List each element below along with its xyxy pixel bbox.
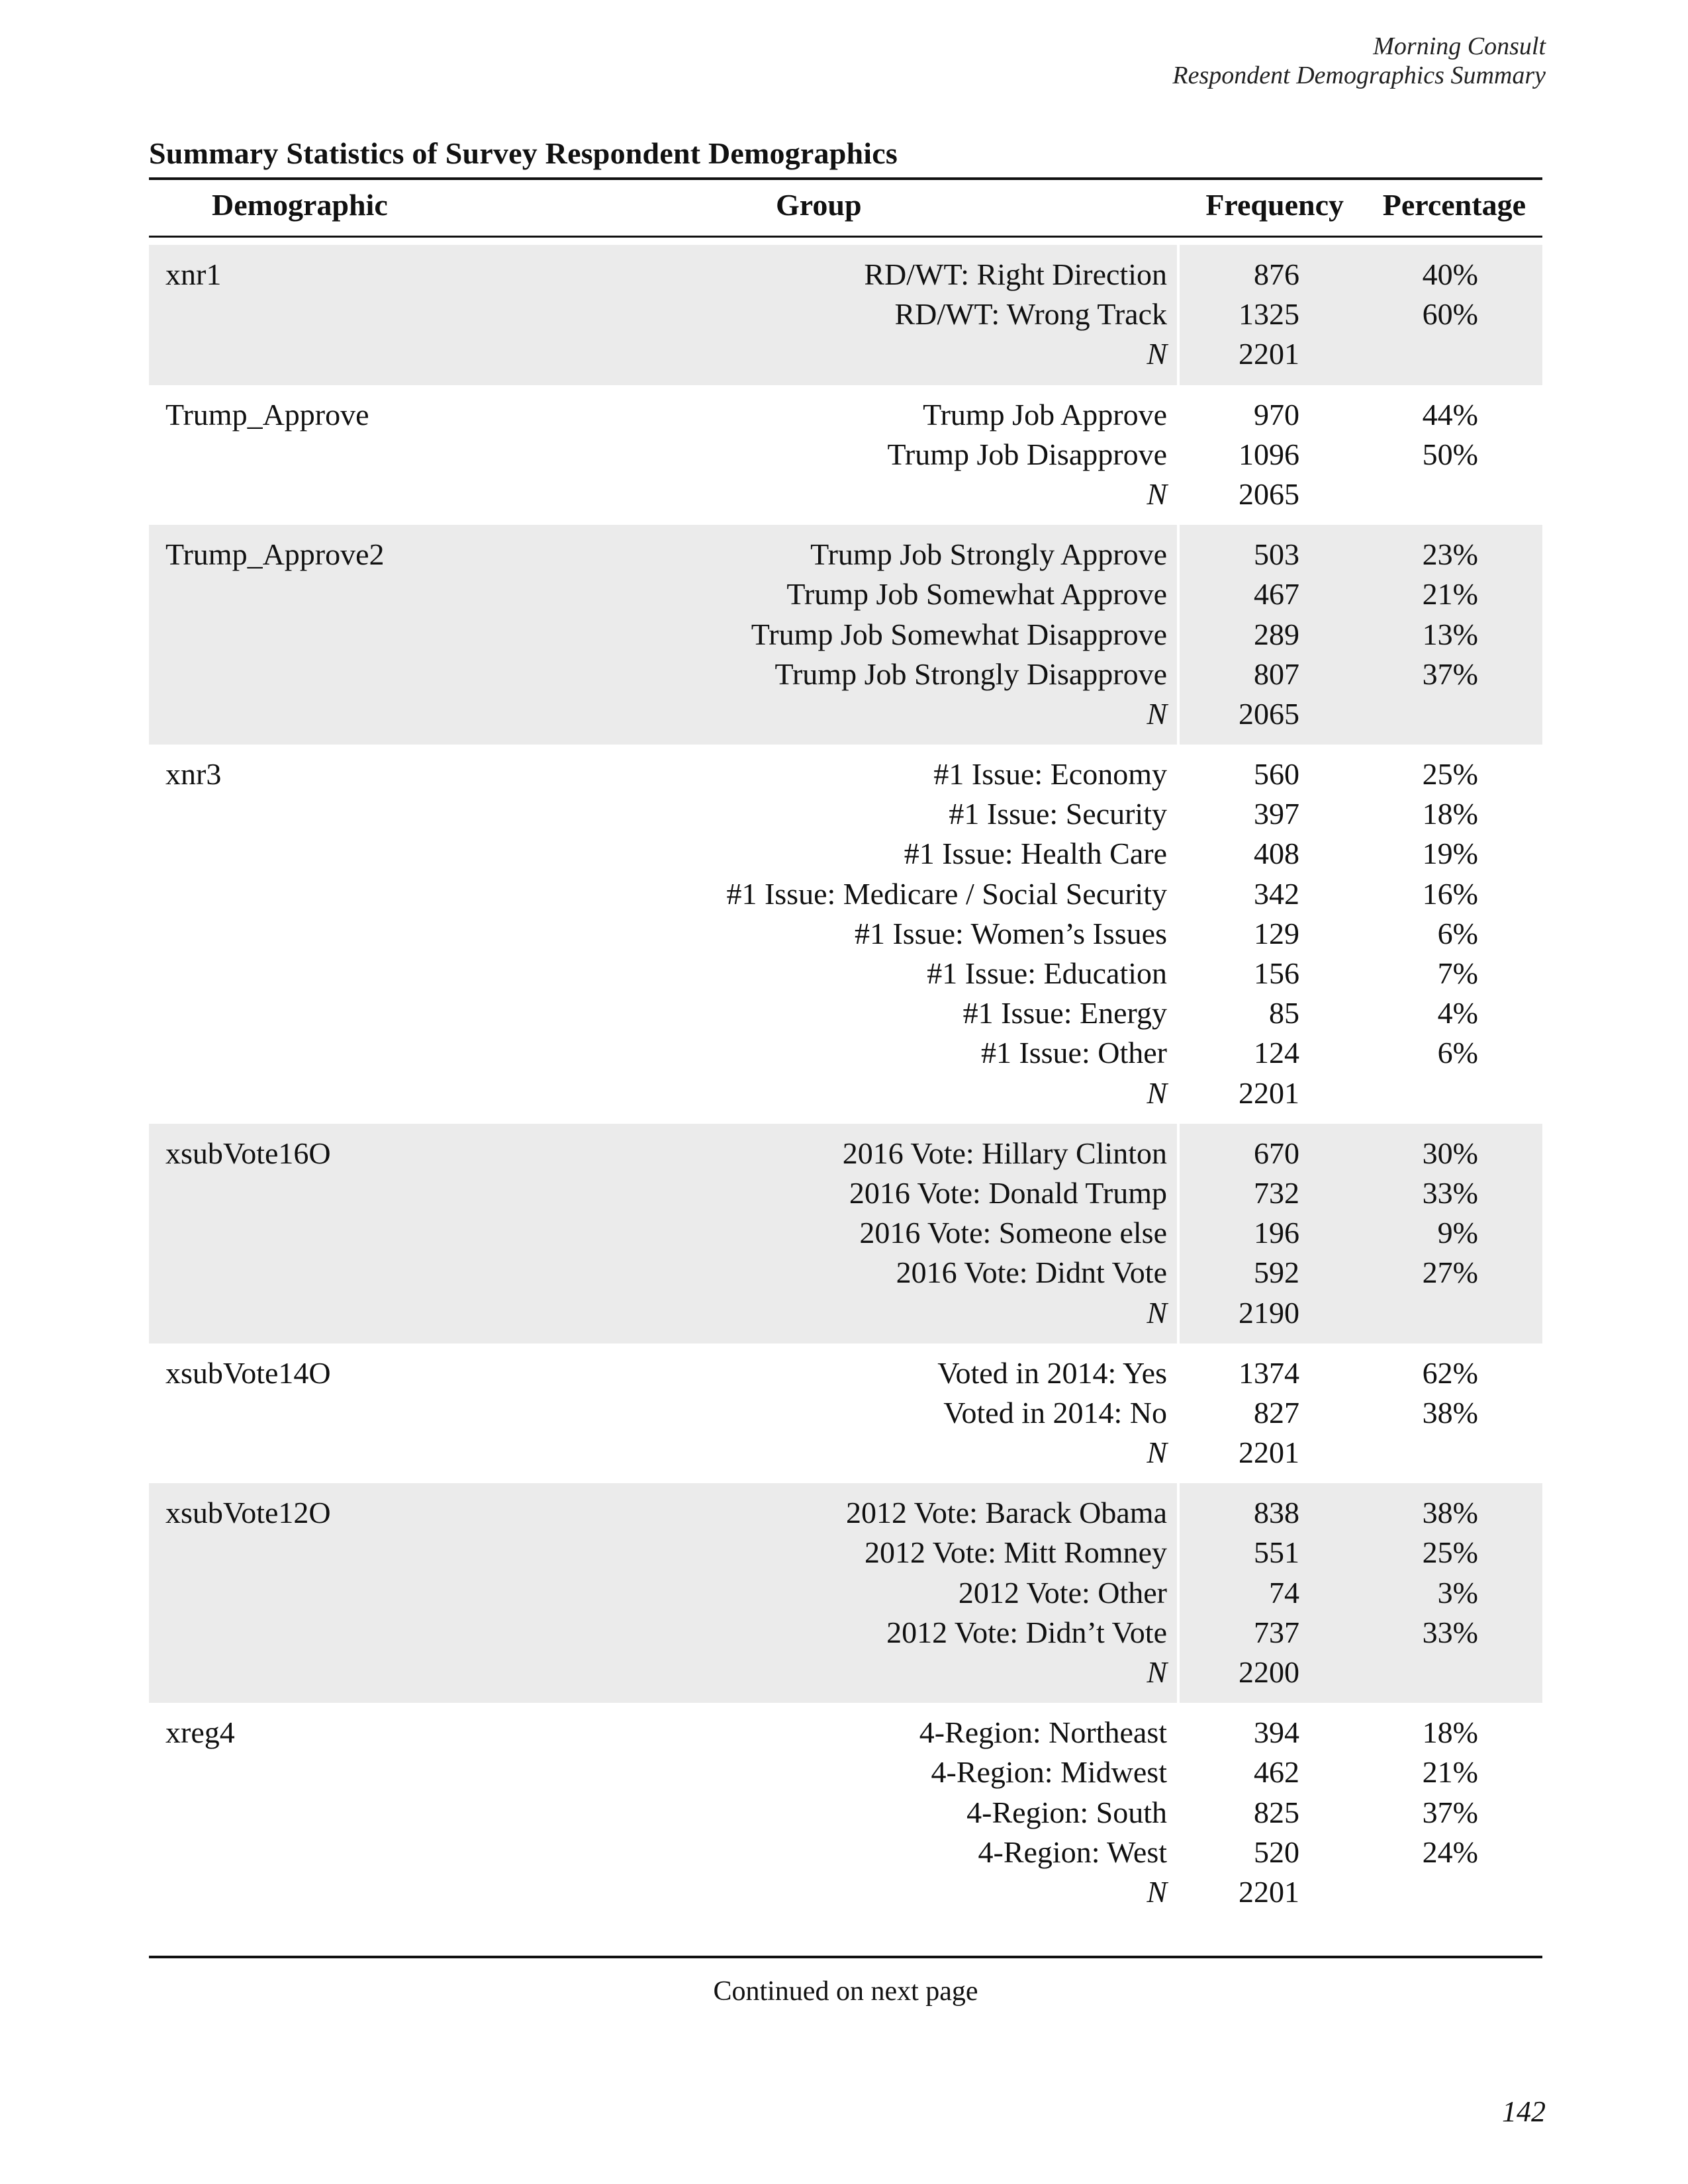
group-label: 4-Region: South xyxy=(966,1795,1167,1829)
table-row xyxy=(149,255,1542,295)
table-row xyxy=(149,1653,1542,1692)
frequency-value: 156 xyxy=(1254,956,1299,990)
demographic-label: xreg4 xyxy=(165,1715,235,1750)
table-row xyxy=(149,615,1542,655)
group-rows xyxy=(149,1343,1542,1473)
frequency-value: 1374 xyxy=(1239,1355,1299,1390)
frequency-value: 592 xyxy=(1254,1255,1299,1290)
group-rows xyxy=(149,745,1542,1113)
frequency-value: 876 xyxy=(1254,257,1299,291)
frequency-value: 2065 xyxy=(1239,696,1299,731)
table-row xyxy=(149,874,1542,914)
percentage-value: 50% xyxy=(1422,437,1478,471)
frequency-value: 2201 xyxy=(1239,1435,1299,1470)
demographic-section xyxy=(149,1483,1542,1703)
total-n-label: N xyxy=(1147,337,1167,371)
group-label: Trump Job Approve xyxy=(923,397,1167,432)
frequency-value: 408 xyxy=(1254,837,1299,871)
frequency-value: 838 xyxy=(1254,1496,1299,1530)
group-rows xyxy=(149,245,1542,375)
table-row xyxy=(149,1433,1542,1473)
table-row xyxy=(149,1213,1542,1253)
percentage-value: 23% xyxy=(1422,537,1478,572)
frequency-value: 2200 xyxy=(1239,1655,1299,1689)
total-n-label: N xyxy=(1147,1075,1167,1110)
group-label: #1 Issue: Energy xyxy=(962,996,1167,1030)
group-rows xyxy=(149,385,1542,515)
demographic-label: xnr3 xyxy=(165,757,222,792)
percentage-value: 38% xyxy=(1422,1395,1478,1430)
group-rows xyxy=(149,1703,1542,1912)
table-row xyxy=(149,1533,1542,1572)
demographic-label: xsubVote14O xyxy=(165,1355,331,1390)
percentage-value: 44% xyxy=(1422,397,1478,432)
total-n-label: N xyxy=(1147,696,1167,731)
frequency-value: 196 xyxy=(1254,1216,1299,1250)
frequency-value: 2190 xyxy=(1239,1295,1299,1330)
frequency-value: 1096 xyxy=(1239,437,1299,471)
group-label: #1 Issue: Medicare / Social Security xyxy=(726,876,1167,911)
frequency-value: 342 xyxy=(1254,876,1299,911)
percentage-value: 13% xyxy=(1422,617,1478,651)
table-row xyxy=(149,754,1542,794)
group-label: 4-Region: West xyxy=(978,1835,1167,1869)
table-row xyxy=(149,1293,1542,1333)
demographic-label: xnr1 xyxy=(165,257,222,291)
percentage-value: 18% xyxy=(1422,1715,1478,1750)
group-label: #1 Issue: Women’s Issues xyxy=(854,916,1167,950)
frequency-value: 462 xyxy=(1254,1755,1299,1790)
percentage-value: 21% xyxy=(1422,577,1478,612)
group-label: Trump Job Strongly Approve xyxy=(810,537,1167,572)
table-row xyxy=(149,1613,1542,1653)
continued-note: Continued on next page xyxy=(713,1976,978,2007)
frequency-value: 85 xyxy=(1269,996,1299,1030)
group-label: #1 Issue: Education xyxy=(927,956,1167,990)
demographic-section xyxy=(149,1343,1542,1484)
percentage-value: 18% xyxy=(1422,797,1478,831)
frequency-value: 827 xyxy=(1254,1395,1299,1430)
total-n-label: N xyxy=(1147,1435,1167,1470)
group-label: RD/WT: Wrong Track xyxy=(894,297,1167,332)
table-row xyxy=(149,1872,1542,1912)
total-n-label: N xyxy=(1147,1655,1167,1689)
table-row xyxy=(149,834,1542,874)
percentage-value: 7% xyxy=(1437,956,1478,990)
frequency-value: 397 xyxy=(1254,797,1299,831)
frequency-value: 732 xyxy=(1254,1175,1299,1210)
group-label: Trump Job Disapprove xyxy=(887,437,1167,471)
group-rows xyxy=(149,1124,1542,1333)
group-label: 4-Region: Midwest xyxy=(931,1755,1167,1790)
table-row xyxy=(149,1033,1542,1073)
column-header-demographic: Demographic xyxy=(212,188,388,222)
frequency-value: 970 xyxy=(1254,397,1299,432)
header-rule xyxy=(149,236,1542,238)
total-n-label: N xyxy=(1147,477,1167,511)
table-row xyxy=(149,1393,1542,1433)
table-row xyxy=(149,1173,1542,1213)
table-row xyxy=(149,535,1542,574)
frequency-value: 825 xyxy=(1254,1795,1299,1829)
table-row xyxy=(149,475,1542,514)
demographic-label: Trump_Approve2 xyxy=(165,537,385,572)
percentage-value: 4% xyxy=(1437,996,1478,1030)
percentage-value: 37% xyxy=(1422,1795,1478,1829)
group-label: 4-Region: Northeast xyxy=(919,1715,1167,1750)
percentage-value: 62% xyxy=(1422,1355,1478,1390)
table-row xyxy=(149,395,1542,435)
table-row xyxy=(149,1493,1542,1533)
group-label: 2012 Vote: Barack Obama xyxy=(845,1496,1167,1530)
group-label: 2012 Vote: Mitt Romney xyxy=(864,1535,1167,1570)
table-row xyxy=(149,694,1542,734)
group-label: 2016 Vote: Hillary Clinton xyxy=(842,1136,1167,1170)
frequency-value: 467 xyxy=(1254,577,1299,612)
table-title: Summary Statistics of Survey Respondent Demographics xyxy=(149,136,898,170)
demographics-table-body xyxy=(149,245,1542,1923)
group-label: #1 Issue: Security xyxy=(949,797,1167,831)
group-label: #1 Issue: Other xyxy=(980,1036,1167,1070)
frequency-value: 1325 xyxy=(1239,297,1299,332)
total-n-label: N xyxy=(1147,1295,1167,1330)
group-label: 2016 Vote: Didnt Vote xyxy=(896,1255,1167,1290)
table-row xyxy=(149,1134,1542,1173)
percentage-value: 33% xyxy=(1422,1175,1478,1210)
table-row xyxy=(149,435,1542,475)
table-row xyxy=(149,574,1542,614)
table-row xyxy=(149,1573,1542,1613)
table-row xyxy=(149,1073,1542,1113)
percentage-value: 3% xyxy=(1437,1575,1478,1610)
frequency-value: 551 xyxy=(1254,1535,1299,1570)
percentage-value: 27% xyxy=(1422,1255,1478,1290)
table-row xyxy=(149,1793,1542,1833)
percentage-value: 24% xyxy=(1422,1835,1478,1869)
group-label: 2012 Vote: Didn’t Vote xyxy=(886,1615,1167,1649)
group-label: 2016 Vote: Donald Trump xyxy=(849,1175,1167,1210)
table-row xyxy=(149,1253,1542,1293)
group-label: #1 Issue: Economy xyxy=(933,757,1167,792)
group-label: Trump Job Strongly Disapprove xyxy=(774,657,1167,691)
frequency-value: 2065 xyxy=(1239,477,1299,511)
percentage-value: 60% xyxy=(1422,297,1478,332)
demographic-section xyxy=(149,385,1542,525)
group-label: #1 Issue: Health Care xyxy=(904,837,1167,871)
frequency-value: 124 xyxy=(1254,1036,1299,1070)
table-row xyxy=(149,295,1542,334)
percentage-value: 38% xyxy=(1422,1496,1478,1530)
demographic-section xyxy=(149,745,1542,1124)
frequency-value: 737 xyxy=(1254,1615,1299,1649)
table-row xyxy=(149,1353,1542,1393)
frequency-value: 2201 xyxy=(1239,337,1299,371)
frequency-value: 2201 xyxy=(1239,1075,1299,1110)
table-row xyxy=(149,993,1542,1033)
frequency-value: 503 xyxy=(1254,537,1299,572)
demographic-section xyxy=(149,525,1542,745)
demographic-section xyxy=(149,1124,1542,1343)
group-label: 2012 Vote: Other xyxy=(958,1575,1167,1610)
running-header xyxy=(1172,32,1546,90)
group-label: RD/WT: Right Direction xyxy=(864,257,1167,291)
top-rule xyxy=(149,177,1542,180)
percentage-value: 6% xyxy=(1437,916,1478,950)
table-row xyxy=(149,1713,1542,1752)
frequency-value: 394 xyxy=(1254,1715,1299,1750)
percentage-value: 40% xyxy=(1422,257,1478,291)
group-label: Voted in 2014: No xyxy=(943,1395,1167,1430)
table-row xyxy=(149,334,1542,374)
frequency-value: 560 xyxy=(1254,757,1299,792)
frequency-value: 289 xyxy=(1254,617,1299,651)
group-label: Trump Job Somewhat Approve xyxy=(786,577,1167,612)
header-subtitle: Respondent Demographics Summary xyxy=(1172,62,1546,89)
table-row xyxy=(149,954,1542,993)
frequency-value: 670 xyxy=(1254,1136,1299,1170)
percentage-value: 16% xyxy=(1422,876,1478,911)
table-row xyxy=(149,655,1542,694)
group-rows xyxy=(149,525,1542,734)
column-header-group: Group xyxy=(776,188,862,222)
frequency-value: 807 xyxy=(1254,657,1299,691)
percentage-value: 6% xyxy=(1437,1036,1478,1070)
percentage-value: 21% xyxy=(1422,1755,1478,1790)
table-row xyxy=(149,1752,1542,1792)
column-header-percentage: Percentage xyxy=(1382,188,1526,222)
page-number: 142 xyxy=(1502,2095,1546,2128)
demographic-section xyxy=(149,245,1542,385)
percentage-value: 25% xyxy=(1422,1535,1478,1570)
header-org: Morning Consult xyxy=(1373,32,1546,60)
percentage-value: 37% xyxy=(1422,657,1478,691)
demographic-label: xsubVote16O xyxy=(165,1136,331,1170)
column-header-frequency: Frequency xyxy=(1205,188,1344,222)
group-label: Trump Job Somewhat Disapprove xyxy=(751,617,1167,651)
table-row xyxy=(149,794,1542,834)
percentage-value: 30% xyxy=(1422,1136,1478,1170)
percentage-value: 33% xyxy=(1422,1615,1478,1649)
bottom-rule xyxy=(149,1956,1542,1958)
percentage-value: 19% xyxy=(1422,837,1478,871)
demographic-label: xsubVote12O xyxy=(165,1496,331,1530)
frequency-value: 129 xyxy=(1254,916,1299,950)
total-n-label: N xyxy=(1147,1874,1167,1909)
group-label: Voted in 2014: Yes xyxy=(937,1355,1167,1390)
demographic-label: Trump_Approve xyxy=(165,397,369,432)
demographic-section xyxy=(149,1703,1542,1923)
frequency-value: 520 xyxy=(1254,1835,1299,1869)
percentage-value: 25% xyxy=(1422,757,1478,792)
percentage-value: 9% xyxy=(1437,1216,1478,1250)
group-rows xyxy=(149,1483,1542,1692)
table-row xyxy=(149,1833,1542,1872)
table-row xyxy=(149,914,1542,954)
frequency-value: 74 xyxy=(1269,1575,1299,1610)
group-label: 2016 Vote: Someone else xyxy=(859,1216,1167,1250)
frequency-value: 2201 xyxy=(1239,1874,1299,1909)
